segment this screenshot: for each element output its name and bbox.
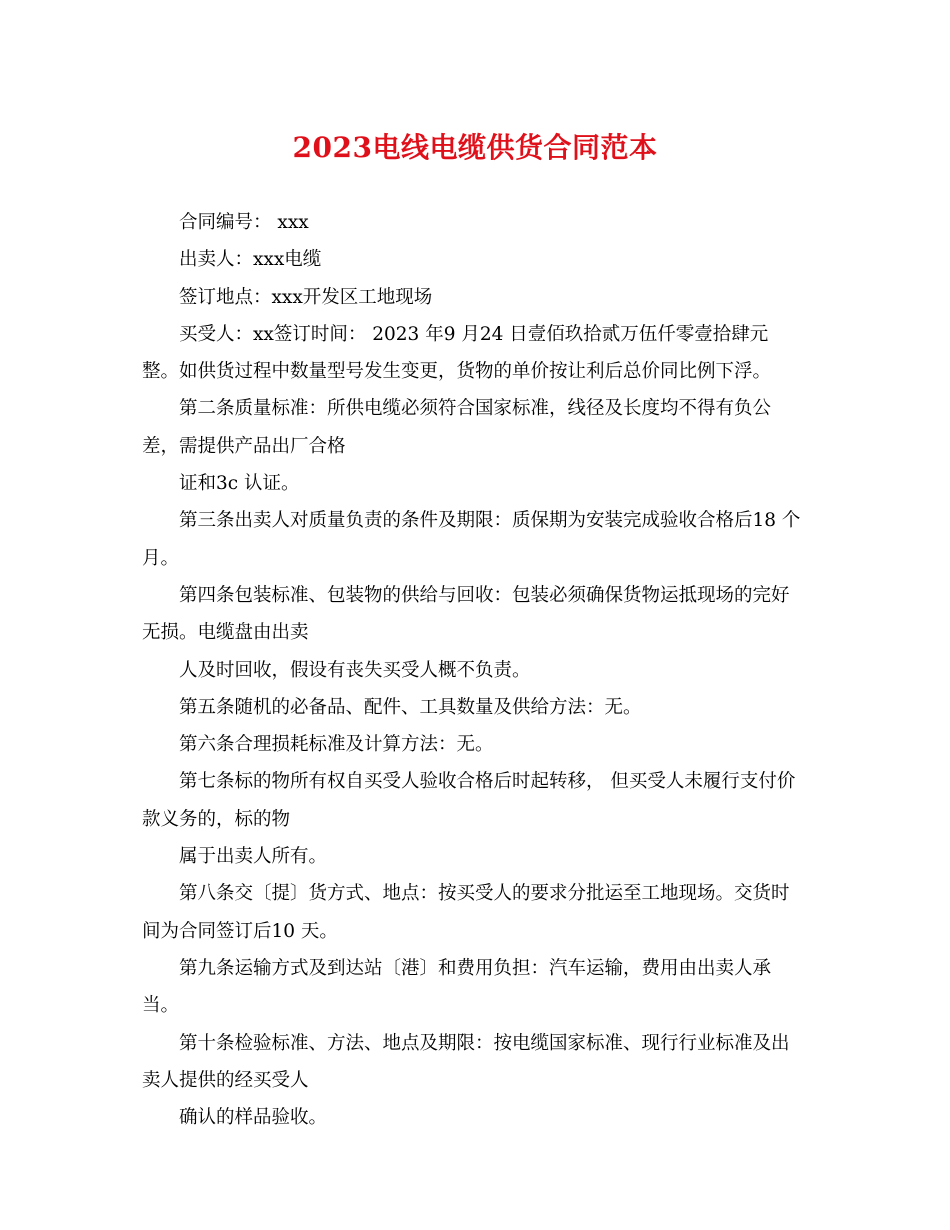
text-line: 间为合同签订后10 天。 xyxy=(142,920,338,942)
text-line: 第六条合理损耗标准及计算方法：无。 xyxy=(179,734,494,756)
text-line: 人及时回收，假设有丧失买受人概不负责。 xyxy=(179,659,531,681)
text-line: 签订地点：xxx开发区工地现场 xyxy=(179,286,433,308)
text-line: 出卖人：xxx电缆 xyxy=(179,249,322,271)
text-line: 第九条运输方式及到达站〔港〕和费用负担：汽车运输，费用由出卖人承 xyxy=(179,957,772,979)
text-line: 第三条出卖人对质量负责的条件及期限：质保期为安装完成验收合格后18 个 xyxy=(179,510,801,532)
text-line: 第五条随机的必备品、配件、工具数量及供给方法：无。 xyxy=(179,696,642,718)
text-line: 买受人：xx签订时间： 2023 年9 月24 日壹佰玖拾贰万伍仟零壹拾肆元 xyxy=(179,323,769,345)
text-line: 款义务的，标的物 xyxy=(142,808,291,830)
text-line: 第二条质量标准：所供电缆必须符合国家标准，线径及长度均不得有负公 xyxy=(179,398,772,420)
text-line: 当。 xyxy=(142,995,180,1017)
text-line: 无损。电缆盘由出卖 xyxy=(142,622,309,644)
text-line: 第八条交〔提〕货方式、地点：按买受人的要求分批运至工地现场。交货时 xyxy=(179,883,790,905)
text-line: 卖人提供的经买受人 xyxy=(142,1069,309,1091)
text-line: 合同编号： xxx xyxy=(179,212,309,233)
text-line: 差，需提供产品出厂合格 xyxy=(142,435,346,457)
text-line: 证和3c 认证。 xyxy=(179,473,300,495)
text-line: 第四条包装标准、包装物的供给与回收：包装必须确保货物运抵现场的完好 xyxy=(179,584,790,606)
text-line: 整。如供货过程中数量型号发生变更，货物的单价按让利后总价同比例下浮。 xyxy=(142,361,772,383)
text-line: 属于出卖人所有。 xyxy=(179,846,328,868)
text-line: 第七条标的物所有权自买受人验收合格后时起转移， 但买受人未履行支付价 xyxy=(179,771,796,793)
text-line: 月。 xyxy=(142,547,180,569)
document-body xyxy=(142,204,810,1136)
document-title: 2023电线电缆供货合同范本 xyxy=(292,131,658,164)
text-line: 第十条检验标准、方法、地点及期限：按电缆国家标准、现行行业标准及出 xyxy=(179,1032,790,1054)
text-line: 确认的样品验收。 xyxy=(179,1107,328,1129)
